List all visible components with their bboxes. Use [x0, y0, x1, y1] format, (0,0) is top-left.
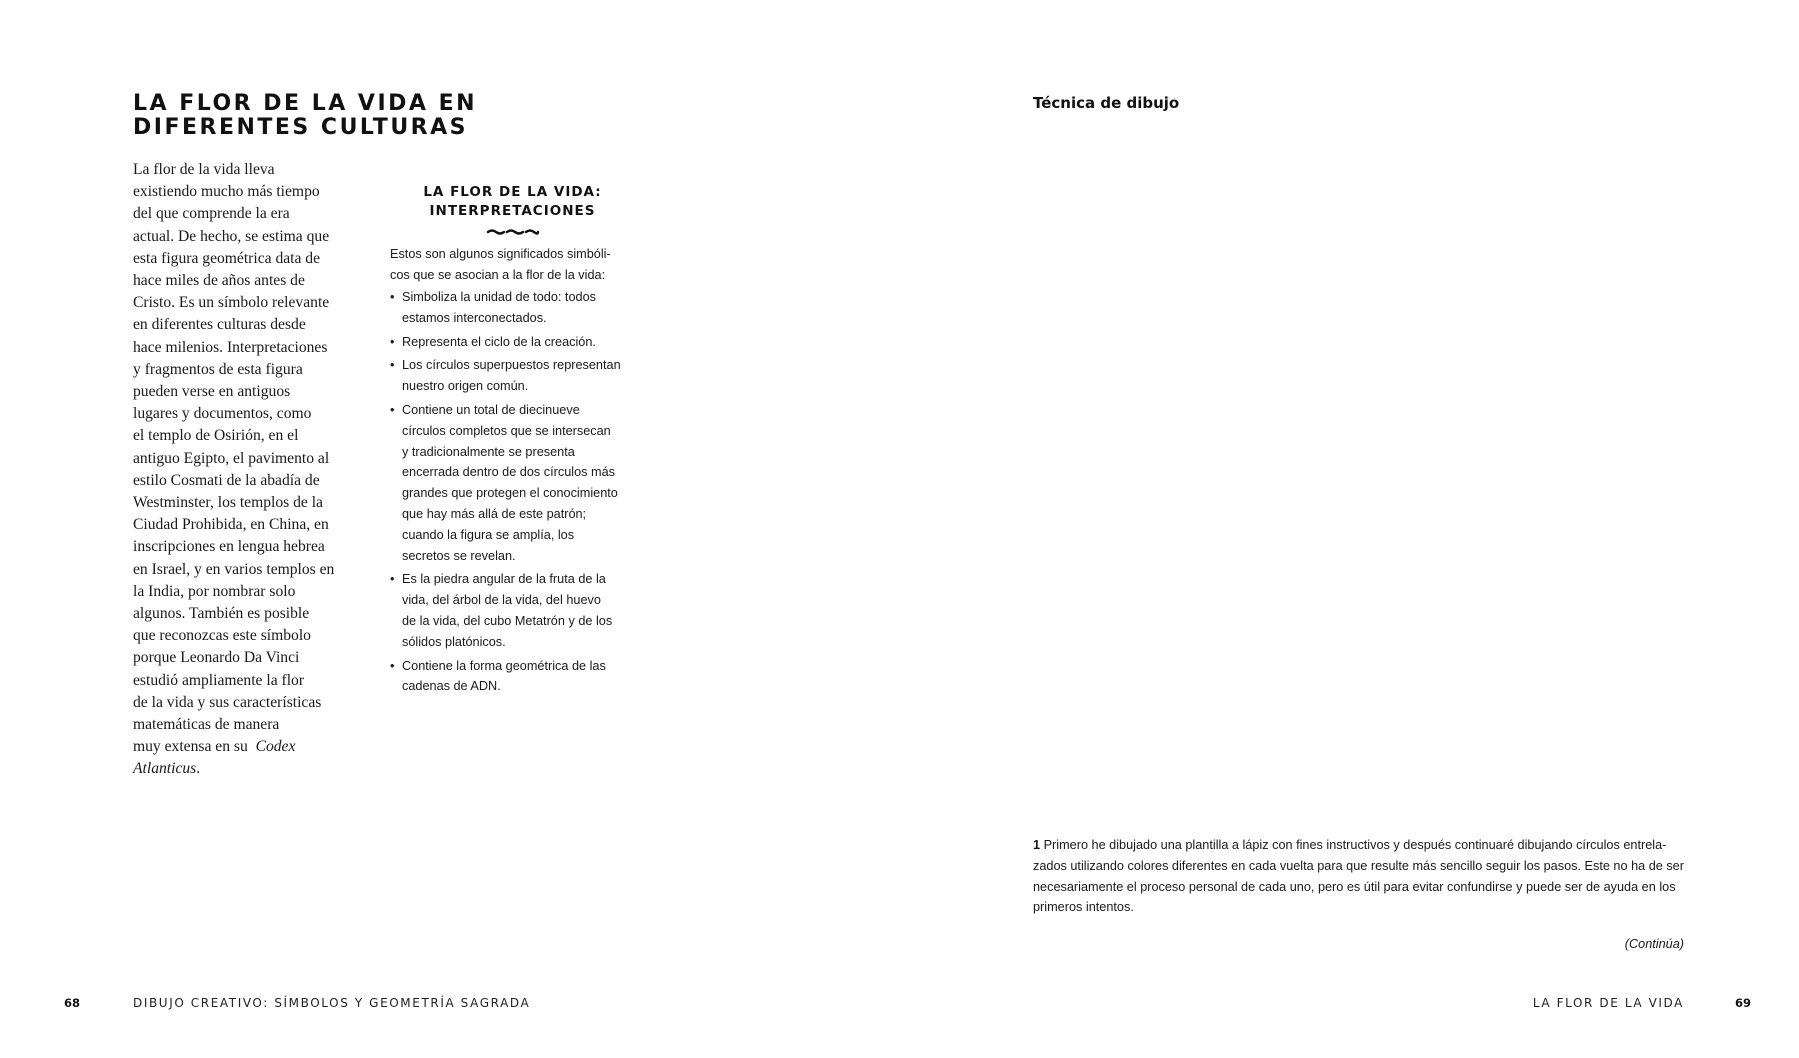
list-item-line: cuando la figura se amplía, los — [402, 527, 575, 542]
intro-line: de la vida y sus características — [133, 693, 322, 711]
intro-line: y fragmentos de esta figura — [133, 360, 303, 378]
caption-number: 1 — [1033, 838, 1041, 852]
intro-line: en Israel, y en varios templos en — [133, 560, 335, 578]
intro-line: antiguo Egipto, el pavimento al — [133, 449, 330, 467]
sidebar-title-line: INTERPRETACIONES — [429, 203, 596, 219]
intro-line: matemáticas de manera — [133, 716, 280, 734]
running-head-left: DIBUJO CREATIVO: SÍMBOLOS Y GEOMETRÍA SAGRADA — [133, 996, 531, 1010]
intro-line: hace milenios. Interpretaciones — [133, 338, 328, 356]
bullet-icon: • — [390, 334, 395, 349]
page-number-left: 68 — [64, 996, 81, 1010]
intro-line: hace miles de años antes de — [133, 272, 305, 290]
list-item-line: vida, del árbol de la vida, del huevo — [402, 593, 601, 608]
bullet-icon: • — [390, 658, 395, 673]
list-item-line: Representa el ciclo de la creación. — [402, 334, 596, 349]
intro-line: estudió ampliamente la flor — [133, 671, 305, 689]
list-item — [390, 332, 645, 353]
sidebar-intro-line: cos que se asocian a la flor de la vida: — [390, 267, 606, 282]
intro-line: La flor de la vida lleva — [133, 161, 275, 178]
intro-paragraph — [133, 159, 338, 781]
list-item-line: Contiene la forma geométrica de las — [402, 658, 606, 673]
list-item-line: encerrada dentro de dos círculos más — [402, 465, 615, 480]
list-item-line: secretos se revelan. — [402, 548, 516, 563]
intro-line: Ciudad Prohibida, en China, en — [133, 516, 329, 534]
list-item-line: que hay más allá de este patrón; — [402, 506, 587, 521]
running-head-right: LA FLOR DE LA VIDA — [1532, 996, 1684, 1010]
continued-note: (Continúa) — [1624, 937, 1684, 951]
list-item-line: Contiene un total de diecinueve — [402, 402, 580, 417]
list-item-line: nuestro origen común. — [402, 379, 529, 394]
intro-line: lugares y documentos, como — [133, 405, 312, 423]
list-item-line: y tradicionalmente se presenta — [402, 444, 575, 459]
list-item — [390, 569, 645, 652]
bullet-icon: • — [390, 402, 395, 417]
list-item-line: grandes que protegen el conocimiento — [402, 486, 618, 501]
sidebar-title — [390, 183, 635, 221]
wave-ornament — [486, 228, 540, 236]
intro-line: algunos. También es posible — [133, 605, 310, 623]
intro-line — [133, 736, 338, 758]
sidebar-intro-line: Estos son algunos significados simbóli- — [390, 247, 611, 261]
list-item-line: Los círculos superpuestos representan — [402, 358, 621, 373]
list-item — [390, 355, 645, 397]
intro-line: del que comprende la era — [133, 205, 290, 223]
list-item — [390, 656, 645, 698]
list-item-line: cadenas de ADN. — [402, 679, 501, 694]
intro-line: porque Leonardo Da Vinci — [133, 649, 300, 667]
intro-line-text: muy extensa en su — [133, 738, 248, 756]
right-page — [900, 0, 1799, 1058]
chapter-title-line: DIFERENTES CULTURAS — [133, 115, 468, 140]
intro-line: Westminster, los templos de la — [133, 494, 323, 512]
list-item-line: Simboliza la unidad de todo: todos — [402, 290, 596, 304]
list-item — [390, 400, 645, 566]
figure-caption — [1033, 835, 1693, 918]
intro-line: estilo Cosmati de la abadía de — [133, 471, 320, 489]
caption-text: Primero he dibujado una plantilla a lápiz con fines instructivos y después continuaré dibujando círculos entrela- — [1043, 838, 1667, 852]
intro-line: Cristo. Es un símbolo relevante — [133, 294, 330, 312]
caption-line: zados utilizando colores diferentes en cada vuelta para que resulte más sencillo seguir los pasos. Este no ha de ser — [1033, 858, 1684, 873]
page-number-right: 69 — [1734, 996, 1751, 1010]
sidebar-intro — [390, 244, 635, 286]
list-item-line: círculos completos que se intersecan — [402, 423, 611, 438]
intro-line: actual. De hecho, se estima que — [133, 227, 330, 245]
intro-line: esta figura geométrica data de — [133, 249, 321, 267]
chapter-title-line: LA FLOR DE LA VIDA EN — [133, 91, 478, 116]
list-item-line: Es la piedra angular de la fruta de la — [402, 572, 606, 587]
sidebar-title-line: LA FLOR DE LA VIDA: — [423, 184, 602, 200]
list-item — [390, 287, 645, 329]
codex-title-part: Codex — [255, 738, 296, 756]
caption-line: necesariamente el proceso personal de cada uno, pero es útil para evitar confundirse y puede ser de ayuda en los — [1033, 879, 1676, 894]
intro-line: existiendo mucho más tiempo — [133, 183, 320, 201]
bullet-icon: • — [390, 572, 395, 587]
interpretations-list — [390, 287, 645, 700]
intro-line: pueden verse en antiguos — [133, 383, 291, 401]
intro-line: que reconozcas este símbolo — [133, 627, 311, 645]
list-item-line: sólidos platónicos. — [402, 634, 506, 649]
intro-line: el templo de Osirión, en el — [133, 427, 299, 445]
intro-end: . — [196, 760, 201, 778]
list-item-line: de la vida, del cubo Metatrón y de los — [402, 613, 613, 628]
caption-line — [1033, 835, 1693, 856]
intro-line: en diferentes culturas desde — [133, 316, 306, 334]
bullet-icon: • — [390, 358, 395, 373]
chapter-title — [133, 92, 493, 140]
bullet-icon: • — [390, 290, 395, 304]
codex-title-part: Atlanticus — [133, 760, 197, 778]
intro-line: la India, por nombrar solo — [133, 582, 296, 600]
intro-line — [133, 758, 338, 780]
intro-line: inscripciones en lengua hebrea — [133, 538, 325, 556]
section-title: Técnica de dibujo — [1033, 94, 1180, 112]
list-item-line: estamos interconectados. — [402, 310, 547, 325]
caption-line: primeros intentos. — [1033, 900, 1134, 915]
